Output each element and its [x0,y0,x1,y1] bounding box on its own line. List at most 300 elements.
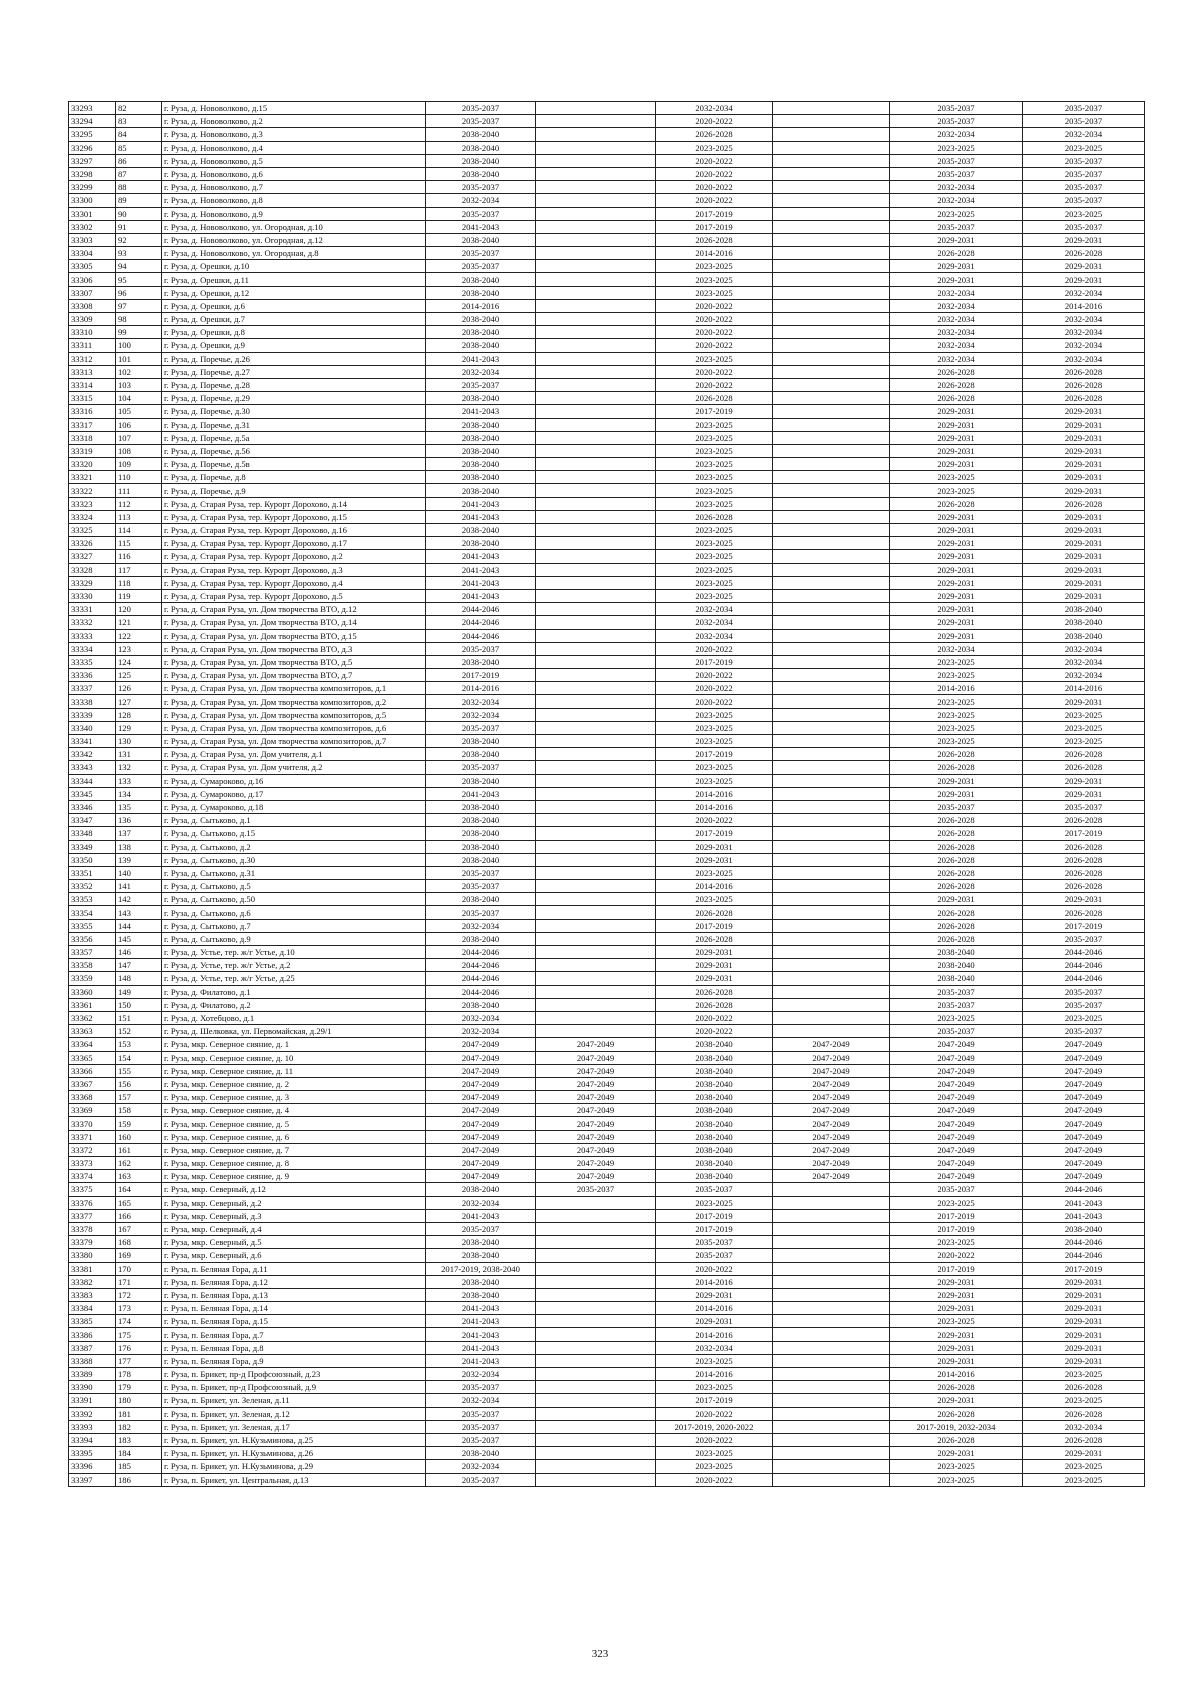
address-cell: г. Руза, д. Поречье, д.28 [162,378,426,391]
address-cell: г. Руза, п. Беляная Гора, д.12 [162,1275,426,1288]
row-number-cell: 109 [116,458,162,471]
period-col-5-cell: 2047-2049 [890,1117,1023,1130]
row-number-cell: 96 [116,286,162,299]
record-id-cell: 33312 [69,352,116,365]
period-col-3-cell: 2038-2040 [656,1130,773,1143]
row-number-cell: 85 [116,141,162,154]
period-col-2-cell: 2047-2049 [536,1117,656,1130]
period-col-4-cell [773,906,890,919]
period-col-6-cell: 2017-2019 [1023,1262,1145,1275]
period-col-5-cell: 2026-2028 [890,866,1023,879]
period-col-1-cell: 2044-2046 [426,629,536,642]
period-col-4-cell [773,603,890,616]
record-id-cell: 33375 [69,1183,116,1196]
address-cell: г. Руза, мкр. Северное сияние, д. 3 [162,1091,426,1104]
record-id-cell: 33365 [69,1051,116,1064]
period-col-6-cell: 2029-2031 [1023,458,1145,471]
table-row [69,695,1145,708]
row-number-cell: 100 [116,339,162,352]
period-col-2-cell [536,537,656,550]
period-col-6-cell: 2044-2046 [1023,1183,1145,1196]
record-id-cell: 33329 [69,576,116,589]
period-col-1-cell: 2038-2040 [426,1447,536,1460]
table-row [69,972,1145,985]
period-col-2-cell: 2047-2049 [536,1143,656,1156]
record-id-cell: 33369 [69,1104,116,1117]
period-col-6-cell: 2035-2037 [1023,115,1145,128]
period-col-4-cell [773,102,890,115]
period-col-5-cell: 2032-2034 [890,128,1023,141]
period-col-1-cell: 2038-2040 [426,998,536,1011]
period-col-4-cell [773,642,890,655]
record-id-cell: 33356 [69,932,116,945]
address-cell: г. Руза, п. Беляная Гора, д.7 [162,1328,426,1341]
period-col-4-cell [773,233,890,246]
period-col-2-cell [536,787,656,800]
period-col-3-cell: 2023-2025 [656,497,773,510]
table-row [69,827,1145,840]
period-col-3-cell: 2023-2025 [656,774,773,787]
period-col-6-cell: 2032-2034 [1023,669,1145,682]
data-table [68,101,1145,1487]
period-col-5-cell: 2017-2019, 2032-2034 [890,1420,1023,1433]
period-col-6-cell: 2047-2049 [1023,1064,1145,1077]
period-col-1-cell: 2035-2037 [426,247,536,260]
period-col-3-cell: 2017-2019 [656,1209,773,1222]
period-col-6-cell: 2044-2046 [1023,972,1145,985]
table-row [69,787,1145,800]
record-id-cell: 33311 [69,339,116,352]
period-col-2-cell [536,1447,656,1460]
period-col-1-cell: 2047-2049 [426,1170,536,1183]
record-id-cell: 33378 [69,1222,116,1235]
record-id-cell: 33342 [69,748,116,761]
period-col-4-cell [773,735,890,748]
period-col-4-cell [773,840,890,853]
period-col-3-cell: 2014-2016 [656,1328,773,1341]
period-col-3-cell: 2020-2022 [656,1473,773,1486]
period-col-1-cell: 2041-2043 [426,787,536,800]
period-col-1-cell: 2038-2040 [426,1275,536,1288]
period-col-4-cell [773,167,890,180]
record-id-cell: 33298 [69,167,116,180]
table-row [69,1249,1145,1262]
period-col-6-cell: 2029-2031 [1023,418,1145,431]
address-cell: г. Руза, д. Сытьково, д.6 [162,906,426,919]
period-col-6-cell: 2032-2034 [1023,128,1145,141]
record-id-cell: 33325 [69,524,116,537]
period-col-4-cell [773,431,890,444]
period-col-1-cell: 2038-2040 [426,128,536,141]
period-col-2-cell [536,1341,656,1354]
row-number-cell: 107 [116,431,162,444]
period-col-1-cell: 2047-2049 [426,1143,536,1156]
period-col-5-cell: 2035-2037 [890,985,1023,998]
period-col-5-cell: 2047-2049 [890,1077,1023,1090]
period-col-6-cell: 2026-2028 [1023,748,1145,761]
row-number-cell: 118 [116,576,162,589]
row-number-cell: 163 [116,1170,162,1183]
period-col-3-cell: 2023-2025 [656,761,773,774]
period-col-2-cell [536,418,656,431]
address-cell: г. Руза, д. Сытьково, д.7 [162,919,426,932]
address-cell: г. Руза, п. Брикет, ул. Н.Кузьминова, д.25 [162,1433,426,1446]
period-col-2-cell [536,115,656,128]
record-id-cell: 33367 [69,1077,116,1090]
period-col-5-cell: 2035-2037 [890,220,1023,233]
table-row [69,655,1145,668]
period-col-5-cell: 2029-2031 [890,510,1023,523]
period-col-3-cell: 2014-2016 [656,247,773,260]
table-row [69,880,1145,893]
period-col-3-cell: 2026-2028 [656,392,773,405]
table-row [69,1143,1145,1156]
table-row [69,1222,1145,1235]
period-col-2-cell [536,972,656,985]
address-cell: г. Руза, п. Беляная Гора, д.15 [162,1315,426,1328]
address-cell: г. Руза, д. Сытьково, д.30 [162,853,426,866]
period-col-3-cell: 2023-2025 [656,444,773,457]
row-number-cell: 101 [116,352,162,365]
period-col-3-cell: 2038-2040 [656,1143,773,1156]
period-col-6-cell: 2023-2025 [1023,1011,1145,1024]
period-col-5-cell: 2047-2049 [890,1170,1023,1183]
address-cell: г. Руза, мкр. Северное сияние, д. 1 [162,1038,426,1051]
address-cell: г. Руза, д. Нововолково, д.4 [162,141,426,154]
period-col-3-cell: 2023-2025 [656,1381,773,1394]
period-col-4-cell [773,247,890,260]
period-col-3-cell: 2026-2028 [656,510,773,523]
period-col-4-cell [773,524,890,537]
row-number-cell: 167 [116,1222,162,1235]
period-col-3-cell: 2026-2028 [656,985,773,998]
period-col-6-cell: 2029-2031 [1023,484,1145,497]
record-id-cell: 33305 [69,260,116,273]
record-id-cell: 33357 [69,946,116,959]
record-id-cell: 33376 [69,1196,116,1209]
record-id-cell: 33396 [69,1460,116,1473]
period-col-5-cell: 2032-2034 [890,313,1023,326]
period-col-1-cell: 2041-2043 [426,1315,536,1328]
table-row [69,1288,1145,1301]
row-number-cell: 134 [116,787,162,800]
period-col-2-cell: 2047-2049 [536,1064,656,1077]
address-cell: г. Руза, п. Брикет, ул. Н.Кузьминова, д.26 [162,1447,426,1460]
period-col-3-cell: 2020-2022 [656,313,773,326]
period-col-2-cell [536,181,656,194]
row-number-cell: 154 [116,1051,162,1064]
period-col-4-cell [773,378,890,391]
period-col-6-cell: 2023-2025 [1023,735,1145,748]
period-col-3-cell: 2029-2031 [656,853,773,866]
table-row [69,115,1145,128]
table-row [69,392,1145,405]
table-row [69,1275,1145,1288]
table-row [69,1262,1145,1275]
row-number-cell: 157 [116,1091,162,1104]
record-id-cell: 33295 [69,128,116,141]
period-col-4-cell [773,418,890,431]
period-col-2-cell [536,141,656,154]
period-col-4-cell [773,655,890,668]
period-col-1-cell: 2047-2049 [426,1051,536,1064]
period-col-3-cell: 2017-2019 [656,1394,773,1407]
row-number-cell: 90 [116,207,162,220]
address-cell: г. Руза, д. Старая Руза, тер. Курорт Дорохово, д.16 [162,524,426,537]
period-col-1-cell: 2041-2043 [426,497,536,510]
period-col-3-cell: 2029-2031 [656,972,773,985]
period-col-5-cell: 2023-2025 [890,1196,1023,1209]
period-col-2-cell [536,1302,656,1315]
table-row [69,1433,1145,1446]
period-col-1-cell: 2038-2040 [426,853,536,866]
table-row [69,1447,1145,1460]
address-cell: г. Руза, д. Старая Руза, ул. Дом творчества композиторов, д.2 [162,695,426,708]
address-cell: г. Руза, д. Нововолково, ул. Огородная, д.10 [162,220,426,233]
address-cell: г. Руза, п. Брикет, пр-д Профсоюзный, д.9 [162,1381,426,1394]
table-row [69,1157,1145,1170]
period-col-1-cell: 2038-2040 [426,458,536,471]
row-number-cell: 156 [116,1077,162,1090]
record-id-cell: 33368 [69,1091,116,1104]
row-number-cell: 115 [116,537,162,550]
address-cell: г. Руза, д. Старая Руза, тер. Курорт Дорохово, д.4 [162,576,426,589]
period-col-2-cell [536,1011,656,1024]
period-col-5-cell: 2032-2034 [890,299,1023,312]
period-col-3-cell: 2023-2025 [656,708,773,721]
record-id-cell: 33327 [69,550,116,563]
record-id-cell: 33343 [69,761,116,774]
address-cell: г. Руза, п. Беляная Гора, д.11 [162,1262,426,1275]
period-col-4-cell [773,880,890,893]
period-col-3-cell: 2023-2025 [656,273,773,286]
address-cell: г. Руза, д. Сытьково, д.31 [162,866,426,879]
row-number-cell: 160 [116,1130,162,1143]
address-cell: г. Руза, д. Орешки, д.11 [162,273,426,286]
period-col-6-cell: 2038-2040 [1023,629,1145,642]
row-number-cell: 171 [116,1275,162,1288]
address-cell: г. Руза, д. Старая Руза, тер. Курорт Дорохово, д.15 [162,510,426,523]
period-col-4-cell [773,576,890,589]
period-col-1-cell: 2047-2049 [426,1117,536,1130]
table-row [69,1420,1145,1433]
address-cell: г. Руза, д. Орешки, д.10 [162,260,426,273]
period-col-6-cell: 2044-2046 [1023,1236,1145,1249]
period-col-5-cell: 2026-2028 [890,497,1023,510]
table-row [69,167,1145,180]
table-row [69,1170,1145,1183]
period-col-3-cell: 2038-2040 [656,1104,773,1117]
period-col-5-cell: 2038-2040 [890,972,1023,985]
period-col-1-cell: 2032-2034 [426,1196,536,1209]
period-col-3-cell: 2038-2040 [656,1157,773,1170]
period-col-2-cell [536,207,656,220]
period-col-6-cell: 2029-2031 [1023,774,1145,787]
period-col-6-cell: 2026-2028 [1023,880,1145,893]
row-number-cell: 83 [116,115,162,128]
row-number-cell: 169 [116,1249,162,1262]
row-number-cell: 103 [116,378,162,391]
record-id-cell: 33385 [69,1315,116,1328]
period-col-4-cell [773,1275,890,1288]
record-id-cell: 33320 [69,458,116,471]
period-col-4-cell [773,1447,890,1460]
period-col-4-cell [773,721,890,734]
table-row [69,365,1145,378]
address-cell: г. Руза, д. Устье, тер. ж/г Устье, д.2 [162,959,426,972]
period-col-4-cell [773,1433,890,1446]
period-col-2-cell [536,985,656,998]
period-col-4-cell [773,1394,890,1407]
period-col-6-cell: 2035-2037 [1023,1025,1145,1038]
period-col-3-cell: 2020-2022 [656,326,773,339]
period-col-3-cell: 2038-2040 [656,1077,773,1090]
period-col-5-cell: 2026-2028 [890,365,1023,378]
period-col-4-cell: 2047-2049 [773,1130,890,1143]
period-col-5-cell: 2029-2031 [890,405,1023,418]
period-col-3-cell: 2032-2034 [656,616,773,629]
period-col-2-cell: 2047-2049 [536,1077,656,1090]
row-number-cell: 170 [116,1262,162,1275]
address-cell: г. Руза, д. Нововолково, д.9 [162,207,426,220]
table-row [69,985,1145,998]
address-cell: г. Руза, д. Нововолково, д.3 [162,128,426,141]
period-col-5-cell: 2047-2049 [890,1157,1023,1170]
period-col-2-cell [536,800,656,813]
table-row [69,273,1145,286]
period-col-6-cell: 2035-2037 [1023,220,1145,233]
period-col-4-cell [773,550,890,563]
period-col-1-cell: 2038-2040 [426,471,536,484]
period-col-6-cell: 2032-2034 [1023,339,1145,352]
table-row [69,1341,1145,1354]
record-id-cell: 33379 [69,1236,116,1249]
period-col-6-cell: 2026-2028 [1023,497,1145,510]
record-id-cell: 33350 [69,853,116,866]
table-row [69,128,1145,141]
period-col-5-cell: 2032-2034 [890,339,1023,352]
period-col-2-cell [536,550,656,563]
period-col-5-cell: 2029-2031 [890,563,1023,576]
period-col-3-cell: 2017-2019 [656,207,773,220]
table-row [69,866,1145,879]
address-cell: г. Руза, д. Сытьково, д.50 [162,893,426,906]
period-col-5-cell: 2026-2028 [890,748,1023,761]
period-col-1-cell: 2035-2037 [426,260,536,273]
period-col-2-cell [536,167,656,180]
row-number-cell: 92 [116,233,162,246]
row-number-cell: 179 [116,1381,162,1394]
period-col-4-cell [773,919,890,932]
record-id-cell: 33395 [69,1447,116,1460]
address-cell: г. Руза, мкр. Северный, д.12 [162,1183,426,1196]
period-col-2-cell [536,1249,656,1262]
table-row [69,1381,1145,1394]
row-number-cell: 108 [116,444,162,457]
period-col-3-cell: 2023-2025 [656,550,773,563]
period-col-6-cell: 2032-2034 [1023,642,1145,655]
period-col-1-cell: 2041-2043 [426,1354,536,1367]
period-col-3-cell: 2020-2022 [656,1433,773,1446]
period-col-1-cell: 2038-2040 [426,774,536,787]
period-col-2-cell [536,1222,656,1235]
record-id-cell: 33388 [69,1354,116,1367]
row-number-cell: 116 [116,550,162,563]
address-cell: г. Руза, д. Орешки, д.9 [162,339,426,352]
period-col-4-cell [773,1011,890,1024]
table-body [69,102,1145,1487]
period-col-4-cell [773,154,890,167]
period-col-3-cell: 2017-2019 [656,220,773,233]
period-col-5-cell: 2026-2028 [890,880,1023,893]
period-col-6-cell: 2026-2028 [1023,840,1145,853]
address-cell: г. Руза, мкр. Северное сияние, д. 7 [162,1143,426,1156]
period-col-6-cell: 2029-2031 [1023,1315,1145,1328]
period-col-3-cell: 2023-2025 [656,576,773,589]
period-col-1-cell: 2047-2049 [426,1077,536,1090]
period-col-1-cell: 2038-2040 [426,814,536,827]
table-row [69,1025,1145,1038]
period-col-1-cell: 2041-2043 [426,510,536,523]
period-col-4-cell [773,1209,890,1222]
period-col-3-cell: 2029-2031 [656,959,773,972]
period-col-3-cell: 2026-2028 [656,998,773,1011]
period-col-2-cell: 2035-2037 [536,1183,656,1196]
address-cell: г. Руза, п. Брикет, ул. Н.Кузьминова, д.29 [162,1460,426,1473]
row-number-cell: 127 [116,695,162,708]
period-col-2-cell: 2047-2049 [536,1091,656,1104]
period-col-3-cell: 2020-2022 [656,642,773,655]
period-col-5-cell: 2029-2031 [890,1341,1023,1354]
address-cell: г. Руза, д. Поречье, д.31 [162,418,426,431]
period-col-2-cell: 2047-2049 [536,1051,656,1064]
period-col-1-cell: 2041-2043 [426,220,536,233]
period-col-4-cell: 2047-2049 [773,1143,890,1156]
period-col-5-cell: 2029-2031 [890,1302,1023,1315]
period-col-3-cell: 2020-2022 [656,339,773,352]
period-col-2-cell [536,1328,656,1341]
table-row [69,616,1145,629]
period-col-2-cell [536,102,656,115]
period-col-5-cell: 2023-2025 [890,141,1023,154]
period-col-5-cell: 2026-2028 [890,392,1023,405]
period-col-4-cell [773,708,890,721]
period-col-2-cell [536,510,656,523]
period-col-6-cell: 2035-2037 [1023,932,1145,945]
period-col-5-cell: 2035-2037 [890,1183,1023,1196]
row-number-cell: 122 [116,629,162,642]
record-id-cell: 33355 [69,919,116,932]
row-number-cell: 113 [116,510,162,523]
period-col-1-cell: 2044-2046 [426,946,536,959]
period-col-4-cell [773,510,890,523]
record-id-cell: 33383 [69,1288,116,1301]
row-number-cell: 141 [116,880,162,893]
period-col-4-cell [773,326,890,339]
address-cell: г. Руза, д. Старая Руза, тер. Курорт Дорохово, д.3 [162,563,426,576]
table-row [69,1117,1145,1130]
period-col-3-cell: 2023-2025 [656,260,773,273]
record-id-cell: 33310 [69,326,116,339]
period-col-6-cell: 2023-2025 [1023,141,1145,154]
period-col-2-cell [536,260,656,273]
period-col-6-cell: 2026-2028 [1023,761,1145,774]
record-id-cell: 33297 [69,154,116,167]
row-number-cell: 120 [116,603,162,616]
period-col-1-cell: 2035-2037 [426,1407,536,1420]
period-col-5-cell: 2023-2025 [890,1473,1023,1486]
period-col-4-cell [773,787,890,800]
